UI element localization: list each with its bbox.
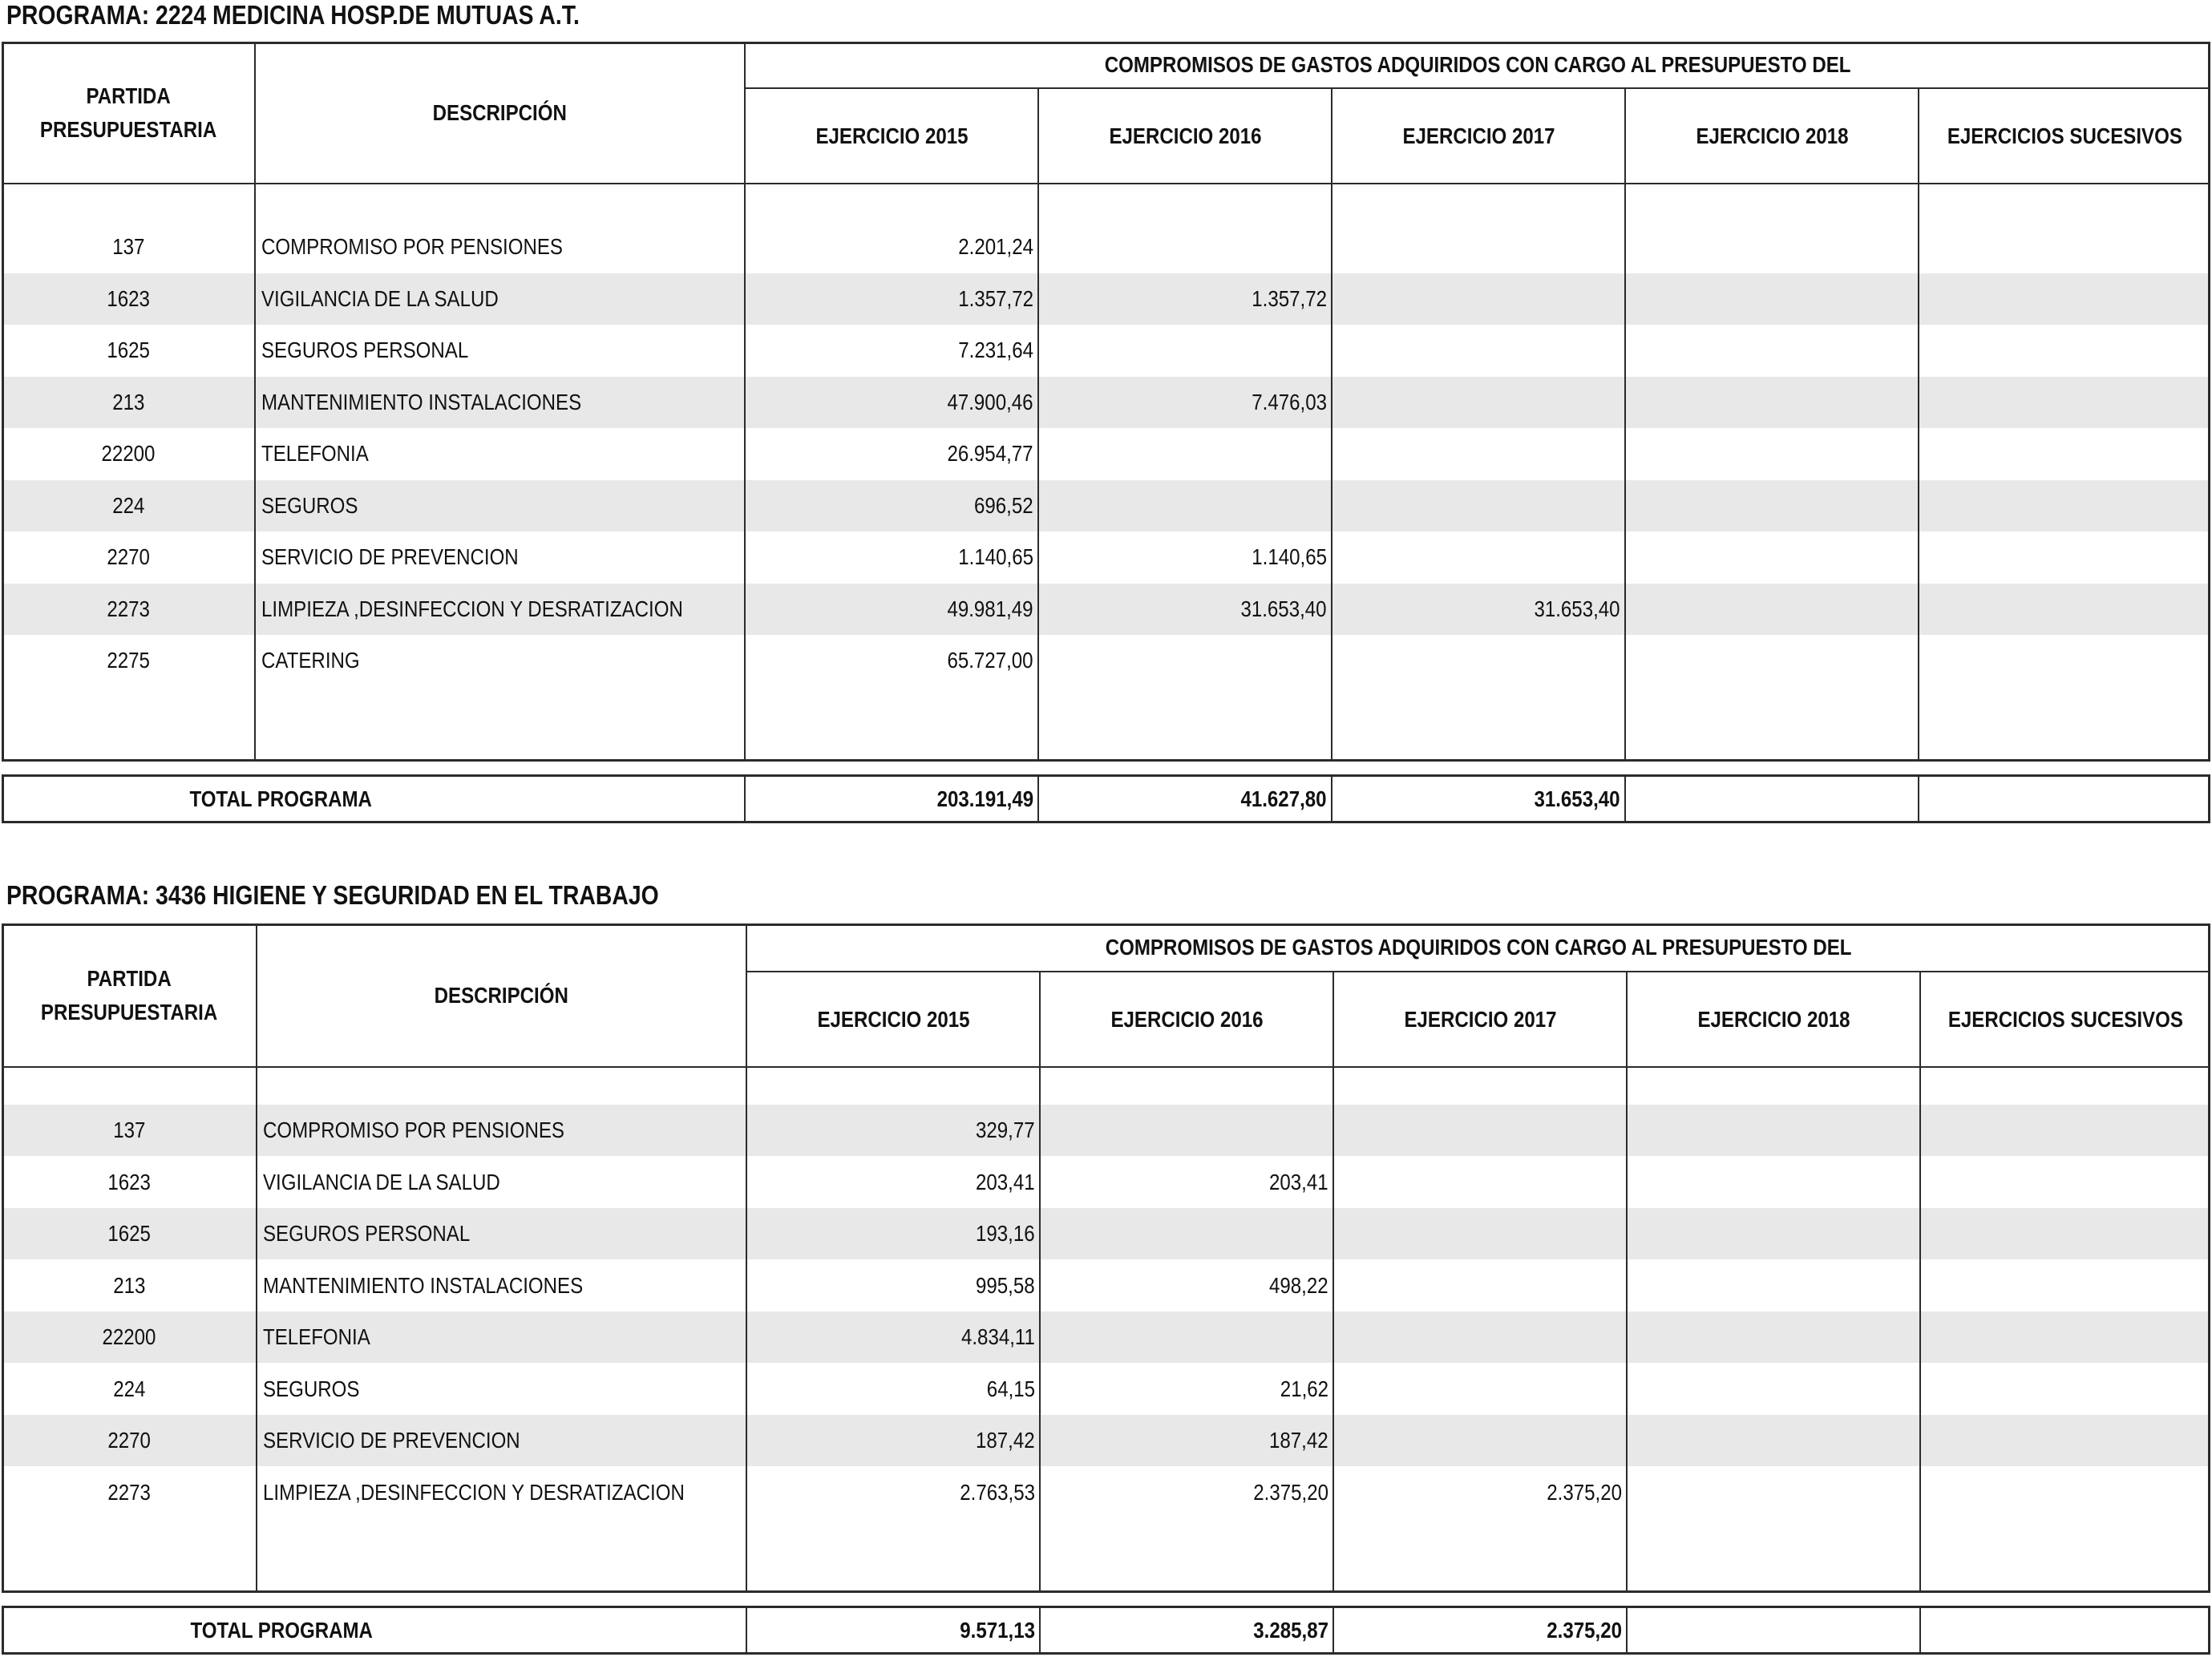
partida-code-text: 137 (112, 1117, 146, 1142)
amount-cell-text: 2.375,20 (1253, 1479, 1328, 1505)
partida-code-text: 1623 (107, 285, 150, 311)
ejercicio-header-text: EJERCICIO 2018 (1695, 123, 1849, 148)
partida-code-text: 137 (111, 234, 145, 259)
partida-code-text: 1625 (107, 1221, 151, 1246)
total-amount (745, 774, 1033, 823)
ejercicio-header (1919, 88, 2210, 184)
partida-header (2, 923, 257, 1067)
amount-cell (746, 1467, 1035, 1518)
amount-cell (1919, 221, 2206, 273)
descripcion-cell-text: MANTENIMIENTO INSTALACIONES (263, 1272, 584, 1298)
partida-code-text: 22200 (102, 1324, 156, 1349)
total-amount-text: 3.285,87 (1253, 1617, 1328, 1643)
amount-cell (1332, 531, 1620, 583)
amount-cell (745, 221, 1033, 273)
amount-cell (745, 531, 1033, 583)
total-label (2, 774, 560, 823)
table-row (0, 325, 2212, 376)
amount-cell (1038, 428, 1327, 479)
amount-cell-text: 4.834,11 (961, 1324, 1035, 1349)
table-row (0, 273, 2212, 325)
partida-code (2, 221, 255, 273)
amount-cell (1038, 377, 1327, 428)
partida-code (2, 1208, 257, 1259)
amount-cell (1333, 1467, 1622, 1518)
ejercicio-header-text: EJERCICIO 2016 (1108, 123, 1262, 148)
amount-cell (1333, 1260, 1622, 1311)
amount-cell (1040, 1467, 1328, 1518)
ejercicio-header-text: EJERCICIOS SUCESIVOS (1947, 123, 2182, 148)
ejercicio-header-text: EJERCICIO 2018 (1696, 1006, 1850, 1032)
amount-cell-text: 1.357,72 (1252, 285, 1327, 311)
total-amount-text: 9.571,13 (960, 1617, 1035, 1643)
amount-cell-text: 203,41 (1269, 1169, 1328, 1194)
descripcion-cell-text: VIGILANCIA DE LA SALUD (261, 285, 499, 311)
total-amount (1040, 1606, 1328, 1655)
amount-cell (1627, 1364, 1915, 1415)
amount-cell (1919, 273, 2206, 325)
ejercicio-header (1625, 88, 1919, 184)
descripcion-cell (263, 1467, 745, 1518)
amount-cell (1332, 377, 1620, 428)
program-title: PROGRAMA: 3436 HIGIENE Y SEGURIDAD EN EL TRABAJO (6, 880, 659, 910)
amount-cell-text: 1.140,65 (1252, 544, 1327, 569)
program-title: PROGRAMA: 2224 MEDICINA HOSP.DE MUTUAS A.T. (6, 0, 580, 30)
descripcion-cell (263, 1208, 745, 1259)
amount-cell-text: 47.900,46 (947, 389, 1033, 414)
partida-code-text: 224 (111, 492, 145, 518)
partida-code-text: 224 (112, 1376, 146, 1401)
partida-code (2, 531, 255, 583)
table-row (0, 531, 2212, 583)
partida-code-text: 2273 (107, 596, 150, 621)
amount-cell-text: 2.201,24 (958, 234, 1033, 259)
partida-code (2, 1260, 257, 1311)
ejercicio-header-text: EJERCICIOS SUCESIVOS (1947, 1006, 2183, 1032)
ejercicio-header-text: EJERCICIO 2015 (815, 123, 969, 148)
partida-code-text: 213 (111, 389, 145, 414)
descripcion-cell (261, 325, 743, 376)
amount-cell (1333, 1415, 1622, 1466)
amount-cell (1920, 1157, 2206, 1208)
amount-cell (746, 1311, 1035, 1363)
total-amount (1919, 774, 2206, 823)
amount-cell-text: 31.653,40 (1240, 596, 1327, 621)
ejercicio-header (746, 972, 1040, 1067)
ejercicio-header-text: EJERCICIO 2017 (1401, 123, 1555, 148)
total-label (2, 1606, 562, 1655)
amount-cell-text: 64,15 (986, 1376, 1035, 1401)
total-amount (1333, 1606, 1622, 1655)
amount-cell-text: 193,16 (976, 1221, 1035, 1246)
amount-cell (1332, 221, 1620, 273)
amount-cell (1040, 1157, 1328, 1208)
amount-cell (1919, 325, 2206, 376)
amount-cell (1040, 1311, 1328, 1363)
partida-header-text: PARTIDA PRESUPUESTARIA (39, 83, 217, 142)
amount-cell (1038, 480, 1327, 531)
amount-cell (1919, 480, 2206, 531)
amount-cell-text: 1.140,65 (958, 544, 1033, 569)
table-row (0, 1467, 2212, 1518)
descripcion-cell (263, 1105, 745, 1156)
table-row (0, 1105, 2212, 1156)
descripcion-cell-text: SERVICIO DE PREVENCION (261, 544, 519, 569)
amount-cell-text: 203,41 (976, 1169, 1035, 1194)
descripcion-cell-text: SEGUROS PERSONAL (261, 337, 469, 362)
descripcion-cell (261, 221, 743, 273)
table-row (0, 1157, 2212, 1208)
amount-cell (1627, 1157, 1915, 1208)
table-row (0, 221, 2212, 273)
descripcion-header-text: DESCRIPCIÓN (432, 99, 568, 125)
amount-cell-text: 187,42 (1269, 1428, 1328, 1453)
compromisos-header-text: COMPROMISOS DE GASTOS ADQUIRIDOS CON CARGO AL PRESUPUESTO DEL (1104, 52, 1851, 77)
partida-code-text: 213 (112, 1272, 146, 1298)
amount-cell-text: 26.954,77 (947, 441, 1033, 466)
amount-cell (1627, 1260, 1915, 1311)
amount-cell (1627, 1415, 1915, 1466)
amount-cell (1920, 1208, 2206, 1259)
amount-cell (1332, 273, 1620, 325)
partida-code-text: 2270 (107, 1428, 151, 1453)
amount-cell (1038, 531, 1327, 583)
amount-cell (1627, 1105, 1915, 1156)
descripcion-cell-text: COMPROMISO POR PENSIONES (261, 234, 563, 259)
total-amount (1038, 774, 1327, 823)
descripcion-cell-text: TELEFONIA (261, 441, 369, 466)
total-amount (1625, 774, 1914, 823)
amount-cell (1625, 428, 1914, 479)
compromisos-header-text: COMPROMISOS DE GASTOS ADQUIRIDOS CON CARGO AL PRESUPUESTO DEL (1105, 935, 1852, 960)
amount-cell (746, 1260, 1035, 1311)
descripcion-cell (261, 584, 743, 635)
total-amount (1332, 774, 1620, 823)
amount-cell (1627, 1208, 1915, 1259)
descripcion-cell-text: SERVICIO DE PREVENCION (263, 1428, 520, 1453)
total-amount-text: 41.627,80 (1240, 786, 1327, 811)
ejercicio-header-text: EJERCICIO 2017 (1403, 1006, 1557, 1032)
table-row (0, 584, 2212, 635)
partida-header (2, 42, 255, 184)
descripcion-header (257, 923, 746, 1067)
amount-cell (1332, 428, 1620, 479)
amount-cell (1627, 1467, 1915, 1518)
table-row (0, 377, 2212, 428)
amount-cell-text: 498,22 (1269, 1272, 1328, 1298)
amount-cell-text: 7.476,03 (1252, 389, 1327, 414)
amount-cell (1333, 1208, 1622, 1259)
amount-cell (1040, 1105, 1328, 1156)
partida-code-text: 2273 (107, 1479, 151, 1505)
amount-cell-text: 7.231,64 (958, 337, 1033, 362)
amount-cell (1919, 531, 2206, 583)
amount-cell-text: 21,62 (1280, 1376, 1328, 1401)
amount-cell-text: 49.981,49 (947, 596, 1033, 621)
amount-cell (745, 635, 1033, 686)
amount-cell (746, 1105, 1035, 1156)
descripcion-cell (261, 428, 743, 479)
table-row (0, 1311, 2212, 1363)
amount-cell (745, 273, 1033, 325)
amount-cell (1333, 1364, 1622, 1415)
amount-cell (745, 584, 1033, 635)
amount-cell (1919, 428, 2206, 479)
amount-cell (746, 1208, 1035, 1259)
amount-cell (1038, 273, 1327, 325)
partida-code (2, 377, 255, 428)
compromisos-header (745, 42, 2210, 88)
amount-cell (1040, 1260, 1328, 1311)
table-row (0, 1364, 2212, 1415)
amount-cell (746, 1157, 1035, 1208)
amount-cell (745, 377, 1033, 428)
amount-cell (1040, 1208, 1328, 1259)
descripcion-header (255, 42, 745, 184)
descripcion-cell (261, 531, 743, 583)
total-label-text: TOTAL PROGRAMA (190, 1617, 374, 1643)
amount-cell (1040, 1415, 1328, 1466)
amount-cell (1919, 377, 2206, 428)
amount-cell (745, 428, 1033, 479)
partida-code-text: 2270 (107, 544, 150, 569)
total-amount (746, 1606, 1035, 1655)
ejercicio-header (1333, 972, 1627, 1067)
amount-cell (1920, 1364, 2206, 1415)
descripcion-cell (263, 1364, 745, 1415)
partida-code (2, 1467, 257, 1518)
descripcion-cell (263, 1311, 745, 1363)
amount-cell (1038, 584, 1327, 635)
amount-cell (1038, 635, 1327, 686)
total-amount-text: 203.191,49 (936, 786, 1033, 811)
amount-cell (1625, 377, 1914, 428)
ejercicio-header (1332, 88, 1625, 184)
amount-cell (1625, 531, 1914, 583)
table-row (0, 1260, 2212, 1311)
partida-code-text: 1623 (107, 1169, 151, 1194)
ejercicio-header-text: EJERCICIO 2015 (816, 1006, 970, 1032)
amount-cell (1625, 273, 1914, 325)
amount-cell (1625, 325, 1914, 376)
table-row (0, 1415, 2212, 1466)
amount-cell (1920, 1415, 2206, 1466)
partida-code-text: 2275 (107, 648, 150, 673)
ejercicio-header (745, 88, 1038, 184)
amount-cell (1920, 1105, 2206, 1156)
total-amount-text: 2.375,20 (1547, 1617, 1622, 1643)
descripcion-cell-text: LIMPIEZA ,DESINFECCION Y DESRATIZACION (261, 596, 683, 621)
amount-cell-text: 696,52 (974, 492, 1033, 518)
amount-cell-text: 995,58 (976, 1272, 1035, 1298)
ejercicio-header-text: EJERCICIO 2016 (1110, 1006, 1264, 1032)
descripcion-cell (261, 480, 743, 531)
amount-cell-text: 1.357,72 (958, 285, 1033, 311)
descripcion-cell (263, 1260, 745, 1311)
amount-cell (1333, 1157, 1622, 1208)
partida-header-text: PARTIDA PRESUPUESTARIA (40, 965, 218, 1025)
amount-cell (1919, 584, 2206, 635)
partida-code (2, 1311, 257, 1363)
descripcion-cell-text: COMPROMISO POR PENSIONES (263, 1117, 564, 1142)
amount-cell (1625, 584, 1914, 635)
descripcion-cell-text: SEGUROS (263, 1376, 360, 1401)
amount-cell (1920, 1467, 2206, 1518)
total-amount (1920, 1606, 2206, 1655)
ejercicio-header (1038, 88, 1332, 184)
partida-code (2, 1364, 257, 1415)
ejercicio-header (1040, 972, 1333, 1067)
amount-cell (745, 480, 1033, 531)
amount-cell (1920, 1311, 2206, 1363)
amount-cell (1332, 480, 1620, 531)
descripcion-cell (261, 635, 743, 686)
partida-code (2, 1157, 257, 1208)
amount-cell-text: 329,77 (976, 1117, 1035, 1142)
compromisos-header (746, 923, 2210, 972)
total-label-text: TOTAL PROGRAMA (189, 786, 373, 811)
amount-cell-text: 31.653,40 (1534, 596, 1620, 621)
table-row (0, 480, 2212, 531)
amount-cell (1627, 1311, 1915, 1363)
amount-cell (746, 1364, 1035, 1415)
descripcion-cell (261, 377, 743, 428)
amount-cell (1040, 1364, 1328, 1415)
amount-cell (1625, 221, 1914, 273)
table-row (0, 1208, 2212, 1259)
amount-cell (1333, 1311, 1622, 1363)
descripcion-cell-text: MANTENIMIENTO INSTALACIONES (261, 389, 582, 414)
amount-cell (1038, 325, 1327, 376)
amount-cell (1332, 584, 1620, 635)
amount-cell (1333, 1105, 1622, 1156)
descripcion-cell-text: SEGUROS PERSONAL (263, 1221, 471, 1246)
descripcion-cell (263, 1157, 745, 1208)
amount-cell (745, 325, 1033, 376)
partida-code-text: 1625 (107, 337, 150, 362)
table-row (0, 635, 2212, 686)
amount-cell-text: 2.375,20 (1547, 1479, 1622, 1505)
amount-cell (1625, 635, 1914, 686)
partida-code (2, 325, 255, 376)
partida-code (2, 428, 255, 479)
amount-cell (1332, 325, 1620, 376)
amount-cell (1332, 635, 1620, 686)
partida-code (2, 1415, 257, 1466)
amount-cell (1038, 221, 1327, 273)
descripcion-cell-text: SEGUROS (261, 492, 358, 518)
descripcion-cell-text: LIMPIEZA ,DESINFECCION Y DESRATIZACION (263, 1479, 685, 1505)
partida-code (2, 584, 255, 635)
total-amount-text: 31.653,40 (1534, 786, 1620, 811)
descripcion-cell-text: VIGILANCIA DE LA SALUD (263, 1169, 500, 1194)
partida-code (2, 1105, 257, 1156)
partida-code (2, 480, 255, 531)
amount-cell (1920, 1260, 2206, 1311)
amount-cell (1919, 635, 2206, 686)
amount-cell (746, 1415, 1035, 1466)
descripcion-header-text: DESCRIPCIÓN (434, 982, 569, 1008)
descripcion-cell (261, 273, 743, 325)
amount-cell-text: 65.727,00 (947, 648, 1033, 673)
amount-cell-text: 2.763,53 (960, 1479, 1035, 1505)
partida-code (2, 635, 255, 686)
descripcion-cell-text: CATERING (261, 648, 360, 673)
amount-cell-text: 187,42 (976, 1428, 1035, 1453)
table-row (0, 428, 2212, 479)
ejercicio-header (1920, 972, 2210, 1067)
descripcion-cell (263, 1415, 745, 1466)
amount-cell (1625, 480, 1914, 531)
ejercicio-header (1627, 972, 1920, 1067)
partida-code (2, 273, 255, 325)
descripcion-cell-text: TELEFONIA (263, 1324, 370, 1349)
total-amount (1627, 1606, 1915, 1655)
partida-code-text: 22200 (101, 441, 156, 466)
